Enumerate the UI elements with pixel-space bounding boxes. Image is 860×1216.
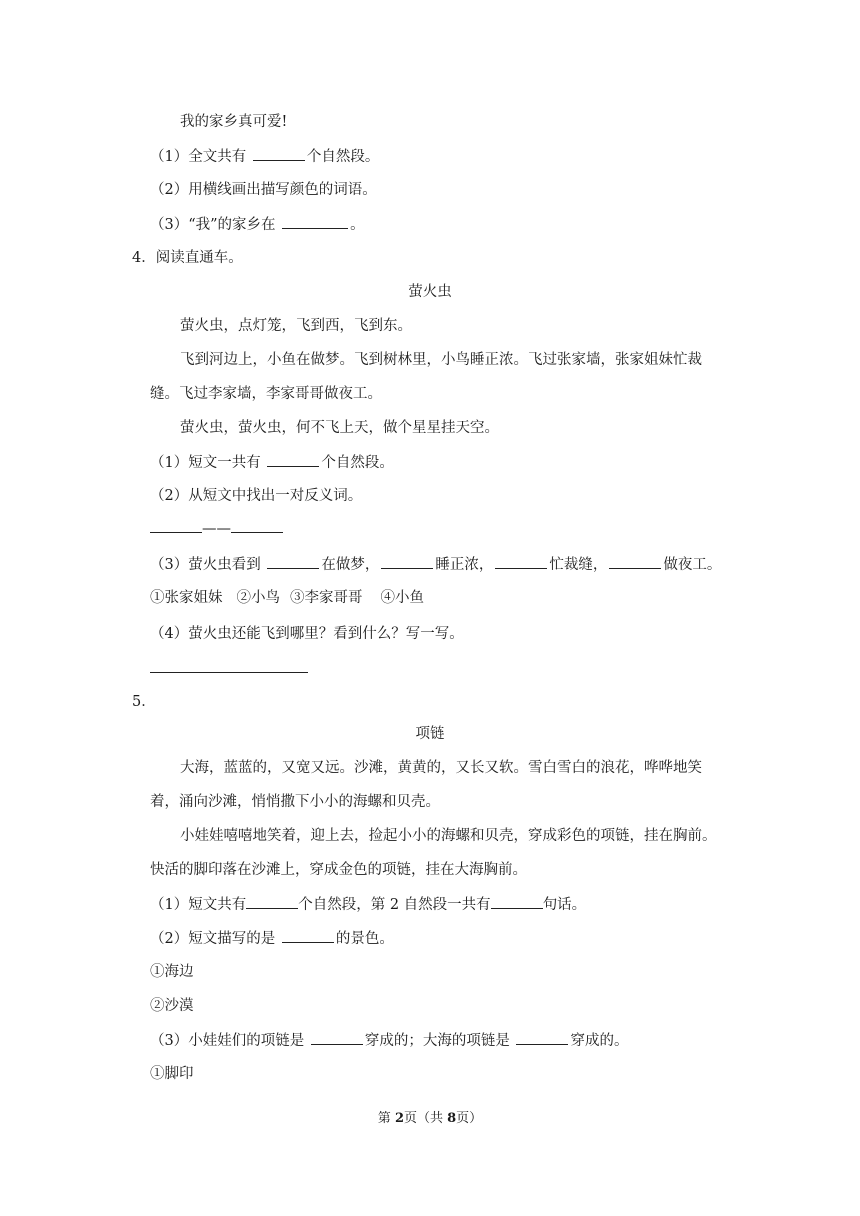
q5-sub-3 xyxy=(150,1030,628,1051)
q4-paragraph-1: 萤火虫，点灯笼，飞到西，飞到东。 xyxy=(180,318,412,334)
q4-options xyxy=(150,588,436,608)
q5-paragraph-1-cont: 着，涌向沙滩，悄悄撒下小小的海螺和贝壳。 xyxy=(150,794,440,810)
answer-blank[interactable] xyxy=(282,214,348,229)
answer-blank[interactable] xyxy=(267,452,319,467)
q5-sub-3-c: 穿成的。 xyxy=(570,1033,629,1049)
q3-item-2: （2）用横线画出描写颜色的词语。 xyxy=(150,182,377,198)
answer-blank[interactable] xyxy=(246,894,298,909)
q4-sub-3-p4: 做夜工。 xyxy=(663,557,722,573)
q5-sub-2-before: （2）短文描写的是 xyxy=(150,931,280,947)
antonym-dash: —— xyxy=(202,521,231,537)
q3-item-3-before: （3）“我”的家乡在 xyxy=(150,217,281,233)
q3-item-3 xyxy=(150,214,365,235)
antonym-answer-line xyxy=(150,518,283,539)
answer-blank[interactable] xyxy=(381,554,433,569)
q4-paragraph-2: 飞到河边上，小鱼在做梦。飞到树林里，小鸟睡正浓。飞过张家墙，张家姐妹忙裁 xyxy=(180,352,702,368)
q4-sub-2: （2）从短文中找出一对反义词。 xyxy=(150,488,363,504)
answer-blank[interactable] xyxy=(282,928,334,943)
option-4: ④小鱼 xyxy=(380,590,424,606)
option-1: ①张家姐妹 xyxy=(150,590,223,606)
q4-paragraph-2-cont: 缝。飞过李家墙，李家哥哥做夜工。 xyxy=(150,386,382,402)
q4-sub-1-after: 个自然段。 xyxy=(321,455,394,471)
q3-item-1-after: 个自然段。 xyxy=(306,149,380,165)
question-5-number: 5． xyxy=(132,694,156,710)
q4-sub-3 xyxy=(150,554,721,575)
q5-sub-3-option-1: ①脚印 xyxy=(150,1066,194,1082)
q5-sub-1-c: 句话。 xyxy=(542,897,587,913)
q5-sub-2-after: 的景色。 xyxy=(335,931,394,947)
q4-sub-3-prefix: （3）萤火虫看到 xyxy=(150,557,266,573)
question-4-number: 4．阅读直通车。 xyxy=(132,250,243,266)
footer-post: 页） xyxy=(456,1111,483,1126)
q5-sub-3-a: （3）小娃娃们的项链是 xyxy=(150,1033,309,1049)
q5-sub-2-option-1: ①海边 xyxy=(150,964,194,980)
footer-total-pages: 8 xyxy=(447,1111,457,1126)
q4-sub-3-p2: 睡正浓， xyxy=(435,557,494,573)
q5-sub-3-b: 穿成的；大海的项链是 xyxy=(364,1033,515,1049)
option-2: ②小鸟 xyxy=(236,590,280,606)
q5-paragraph-2: 小娃娃嘻嘻地笑着，迎上去，捡起小小的海螺和贝壳，穿成彩色的项链，挂在胸前。 xyxy=(180,828,717,844)
q4-sub-1-before: （1）短文一共有 xyxy=(150,455,266,471)
q4-sub-3-p3: 忙裁缝， xyxy=(549,557,608,573)
q4-paragraph-3: 萤火虫，萤火虫，何不飞上天，做个星星挂天空。 xyxy=(180,420,499,436)
answer-blank[interactable] xyxy=(491,894,543,909)
answer-blank[interactable] xyxy=(150,518,202,533)
q4-sub-4: （4）萤火虫还能飞到哪里？看到什么？写一写。 xyxy=(150,626,464,642)
q5-paragraph-1: 大海，蓝蓝的，又宽又远。沙滩，黄黄的，又长又软。雪白雪白的浪花，哗哗地笑 xyxy=(180,760,702,776)
q3-item-3-after: 。 xyxy=(350,217,365,233)
q5-sub-1-b: 个自然段，第 2 自然段一共有 xyxy=(298,897,491,913)
option-3: ③李家哥哥 xyxy=(290,590,363,606)
q4-sub-1 xyxy=(150,452,394,473)
page-footer xyxy=(0,1110,860,1128)
answer-blank[interactable] xyxy=(253,146,305,161)
answer-blank[interactable] xyxy=(231,518,283,533)
q5-sub-2-option-2: ②沙漠 xyxy=(150,998,194,1014)
q5-paragraph-2-cont: 快活的脚印落在沙滩上，穿成金色的项链，挂在大海胸前。 xyxy=(150,862,527,878)
q3-item-1-before: （1）全文共有 xyxy=(150,149,251,165)
answer-blank[interactable] xyxy=(495,554,547,569)
closing-line: 我的家乡真可爱! xyxy=(180,114,288,130)
q5-sub-2 xyxy=(150,928,394,949)
answer-blank[interactable] xyxy=(311,1030,363,1045)
q4-sub-3-p1: 在做梦， xyxy=(321,557,380,573)
footer-mid: 页（共 xyxy=(403,1111,448,1126)
answer-blank[interactable] xyxy=(516,1030,568,1045)
q5-sub-1 xyxy=(150,894,586,915)
q3-item-1 xyxy=(150,146,379,167)
q4-passage-title: 萤火虫 xyxy=(408,284,452,300)
answer-blank[interactable] xyxy=(267,554,319,569)
answer-blank[interactable] xyxy=(609,554,661,569)
q5-sub-1-a: （1）短文共有 xyxy=(150,897,247,913)
footer-page-number: 2 xyxy=(394,1111,404,1126)
q5-passage-title: 项链 xyxy=(415,726,445,742)
writing-answer-line[interactable] xyxy=(150,672,308,673)
footer-pre: 第 xyxy=(377,1111,395,1126)
